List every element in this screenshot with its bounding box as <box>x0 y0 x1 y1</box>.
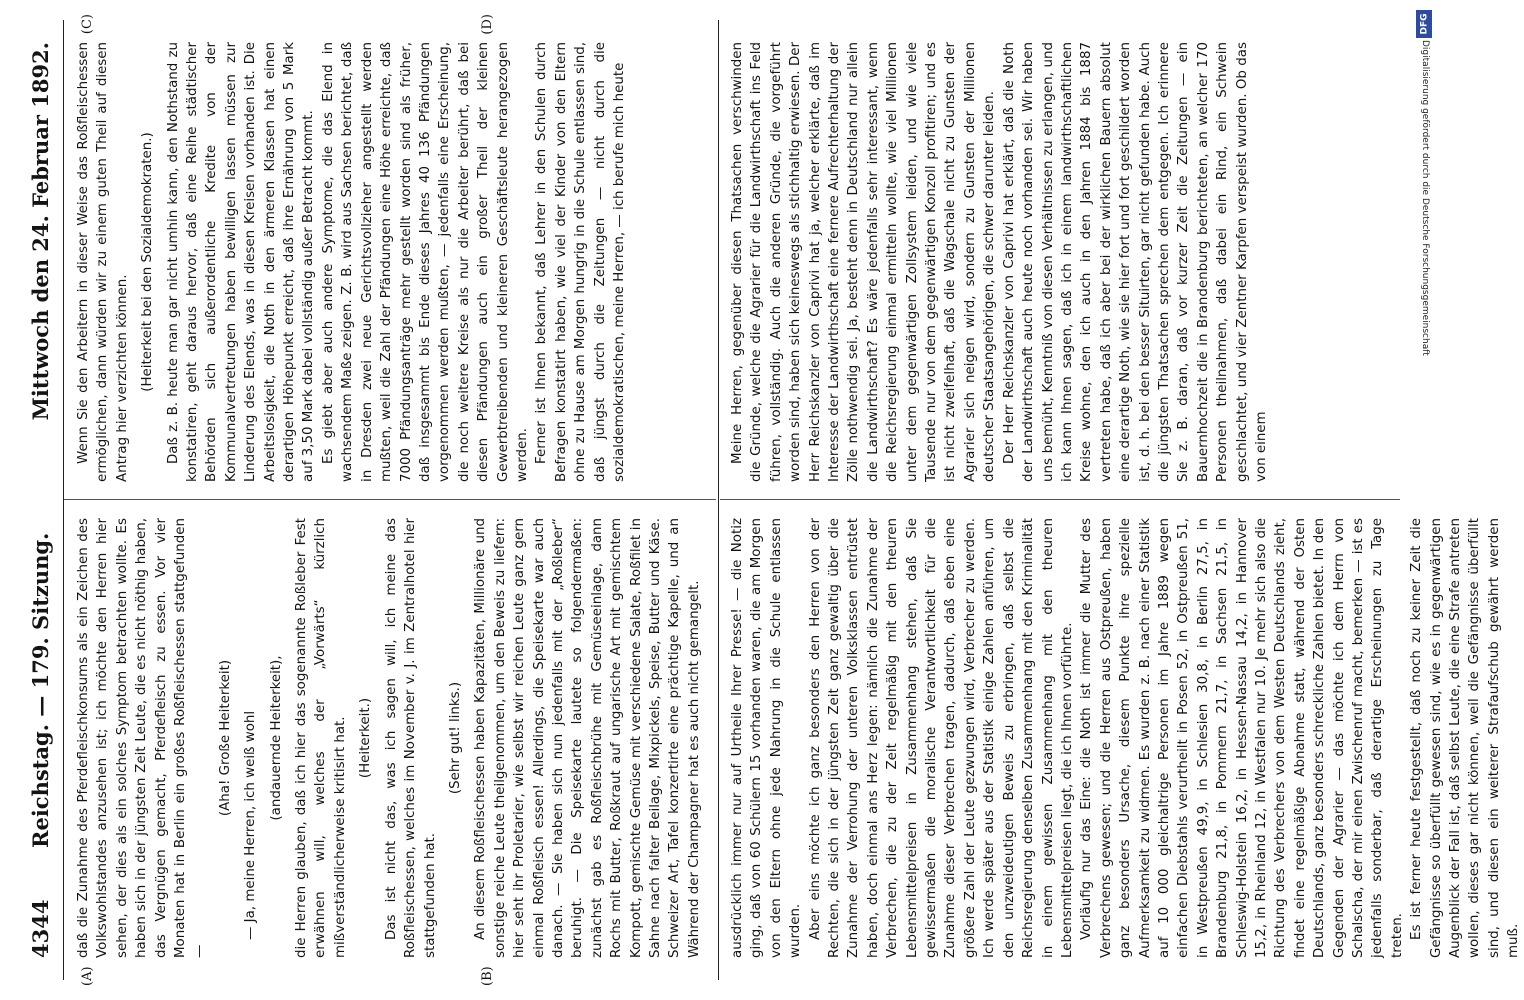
text-column-left-top <box>74 518 714 958</box>
paragraph: An diesem Roßfleischessen haben Kapazitäten, Millionäre und sonstige reiche Leute theilgenommen, um den Beweis zu liefern: hier seht ihr Proletarier, wie selbst wir reichen Leute ganz gern einmal Roßfleisch essen! Allerdings, die Speisekarte war auch danach. — Sie haben sich nun jedenfalls mit der „Roßleber“ beruhigt. — Die Speisekarte lautete so folgendermaßen: zunächst gab es Roßfleischbrühe mit Gemüseeinlage, dann Rochs mit Butter, Roßkraut auf ungarische Art mit gemischtem Kompott, gemischte Gemüse mit verschiedene Salate, Roßfilet in Sahne nach falter Beilage, Mixpickels, Speise, Butter und Käse. Schweizer Art, Tafel konzertirte eine prächtige Kapelle, und an Während der Champagner hat es auch nicht gemangelt. <box>473 518 702 958</box>
paragraph: Es ist ferner heute festgestellt, daß noch zu keiner Zeit die Gefängnisse so überfüllt gewesen sind, wie es in gegenwärtigen Augenblick der Fall ist, daß selbst Leute, die eine Strafe antreten wollen, dieses gar nicht können, weil die Gefängnisse überfüllt sind, und diesen ein weiterer Strafaufschub gewährt werden muß. <box>1409 518 1522 958</box>
header-session: Reichstag. — 179. Sitzung. <box>28 532 53 848</box>
paragraph: ausdrücklich immer nur auf Urtheile Ihrer Presse! — die Notiz ging, daß von 60 Schülern 15 vorhanden waren, die am Morgen von den Eltern ohne jede Nahrung in die Schule entlassen wurden. <box>730 518 804 958</box>
paragraph: Meine Herren, gegenüber diesen Thatsachen verschwinden die Gründe, welche die Agrarier für die Landwirthschaft ins Feld führen, vollständig. Auch die anderen Gründe, die vorgeführt worden sind, haben sich keineswegs als stichhaltig erwiesen. Der Herr Reichskanzler von Caprivi hat ja, welcher erklärte, daß im Interesse der Landwirthschaft eine fernere Aufrechterhaltung der Zölle nothwendig sei. Ja, besteht denn in Deutschland nur allein die Landwirthschaft? Es wäre jedenfalls sehr interessant, wenn die Reichsregierung einmal ermitteln wollte, wie viel Millionen unter dem gegenwärtigen Zollsystem leiden, und wie viele Tausende nur von dem gegenwärtigen Konzoll profitiren; und es ist nicht zweifelhaft, daß die Wagschale nicht zu Gunsten der Agrarier sich neigen wird, sondern zu Gunsten der Millionen deutscher Staatsangehörigen, die schwer darunter leiden. <box>730 42 998 482</box>
stage-direction: (Aha! Große Heiterkeit) <box>217 659 233 817</box>
stage-direction: (Heiterkeit bei den Sozialdemokraten.) <box>140 132 156 392</box>
margin-marker-d: (D) <box>480 14 495 35</box>
paragraph: Ferner ist Ihnen bekannt, daß Lehrer in den Schulen durch Befragen konstatirt haben, wie viel der Kinder von den Eltern ohne zu Hause am Morgen hungrig in die Schule entlassen sind, daß jüngst durch die Zeitungen — nicht durch die sozialdemokratischen, meine Herren, — ich berufe mich heute <box>534 42 627 482</box>
paragraph: die Herren glauben, daß ich hier das sogenannte Roßleber Fest erwähnen will, welches der „Vorwärts“ kürzlich mißverständlicherweise kritisirt hat. <box>294 518 348 958</box>
column-separator <box>64 499 716 500</box>
paragraph: Es giebt aber auch andere Symptome, die das Elend in wachsendem Maße zeigen. Z. B. wird aus Sachsen berichtet, daß in Dresden zwei neue Gerichtsvollzieher angestellt werden mußten, weil die Zahl der Pfändungen eine Höhe erreichte, daß 7000 Pfändungsanträge mehr gestellt worden sind als früher, daß insgesammt bis Ende dieses Jahres 40 136 Pfändungen vorgenommen werden mußten, — jedenfalls eine Erscheinung, die noch weitere Kreise als nur die Arbeiter berührt, daß bei diesen Pfändungen auch ein großer Theil der kleinen Gewerbtreibenden und kleineren Geschäftsleute herangezogen werden. <box>320 42 530 482</box>
stage-direction: (Sehr gut! links.) <box>447 681 463 795</box>
header-date: Mittwoch den 24. Februar 1892. <box>28 42 53 421</box>
digitization-credit <box>1419 40 1431 980</box>
margin-marker-b: (B) <box>480 966 495 986</box>
paragraph: Daß z. B. heute man gar nicht umhin kann, den Nothstand zu konstatiren, geht daraus hervor, daß eine Reihe städtischer Behörden sich außerordentliche Kredite von der Kommunalvertretungen haben bewilligen lassen müssen zur Linderung des Elends, was in diesen Kreisen vorhanden ist. Die Arbeitslosigkeit, die Noth in den ärmeren Klassen hat einen derartigen Höhepunkt erreicht, daß ihre Ernährung von 5 Mark auf 3,50 Mark dabei vollständig außer Betracht kommt. <box>165 42 317 482</box>
page-number: 4344 <box>28 899 53 958</box>
margin-marker-a: (A) <box>80 966 95 986</box>
text-column-left-bottom <box>728 518 1522 958</box>
dfg-logo-text: DFG <box>1419 13 1430 35</box>
text-column-right-top <box>74 42 714 482</box>
dfg-logo <box>1416 10 1432 38</box>
text-column-right-bottom <box>728 42 1396 482</box>
paragraph: Vorläufig nur das Eine: die Noth ist immer die Mutter des Verbrechens gewesen; und die Herren aus Ostpreußen, haben ganz besonders Ursache, diesem Punkte ihre spezielle Aufmerksamkeit zu widmen. Es wurden z. B. nach einer Statistik auf 10 000 gleichaltrige Personen im Jahre 1889 wegen einfachen Diebstahls verurtheilt in Posen 52, in Ostpreußen 51, in Westpreußen 49,9, in Schlesien 30,8, in Berlin 27,5, in Brandenburg 21,8, in Pommern 21,7, in Sachsen 21,5, in Schleswig-Holstein 16,2, in Hessen-Nassau 14,2, in Hannover 15,2, in Rheinland 12, in Westfalen nur 10. Je mehr sich also die Richtung des Verbrechers von dem Westen Deutschlands zieht, findet eine regelmäßige Abnahme statt, während der Osten Deutschlands, ganz besonders schreckliche Zahlen bietet. In den Gegenden der Agrarier — das möchte ich dem Herrn von Schalscha, der mir einen Zwischenruf macht, bemerken — ist es jedenfalls sonderbar, daß derartige Erscheinungen zu Tage treten. <box>1079 518 1405 958</box>
stage-direction: (andauernde Heiterkeit), <box>268 655 284 821</box>
paragraph: Das ist nicht das, was ich sagen will, ich meine das Roßfleischessen, welches im November v. J. im Zentralhotel hier stattgefunden hat. <box>383 518 438 958</box>
page-fold-rule <box>718 20 719 980</box>
digitization-credit-text: Digitalisierung gefördert durch die Deutsche Forschungsgemeinschaft <box>1420 40 1430 356</box>
paragraph: — Ja, meine Herren, ich weiß wohl <box>243 710 259 940</box>
column-separator <box>720 499 1400 500</box>
stage-direction: (Heiterkeit.) <box>358 697 374 779</box>
paragraph: Wenn Sie den Arbeitern in dieser Weise das Roßfleischessen ermöglichen, dann würden wir zu einem guten Theil auf diesen Antrag hier verzichten können. <box>76 42 130 482</box>
paragraph: daß die Zunahme des Pferdefleischkonsums als ein Zeichen des Volkswohlstandes anzusehen ist; ich möchte den Herren hier sehen, der dies als ein solches Symptom betrachten wollte. Es haben sich in der jüngsten Zeit Leute, die es nicht nöthig haben, das Vergnügen gemacht, Pferdefleisch zu essen. Vor vier Monaten hat in Berlin ein großes Roßfleischessen stattgefunden — <box>76 518 208 958</box>
paragraph: Der Herr Reichskanzler von Caprivi hat erklärt, daß die Noth der Landwirthschaft auch heute noch vorhanden sei. Wir haben uns bemüht, Kenntniß von diesen Verhältnissen zu erlangen, und ich kann Ihnen sagen, daß ich in einem landwirthschaftlichen Kreise wohne, den ich auch in den Jahren 1884 bis 1887 vertreten habe, daß ich aber bei der wirklichen Bauern absolut eine derartige Noth, wie sie hier fort und fort geschildert worden ist, d. h. bei den besser Situirten, gar nicht gefunden habe. Auch die jüngsten Thatsachen sprechen dem entgegen. Ich erinnere Sie z. B. daran, daß vor kurzer Zeit die Zeitungen — ein Bauernhochzeit die in Brandenburg berichteten, an welcher 170 Personen theilnahmen, daß dabei ein Rind, ein Schwein geschlachtet, und vier Zentner Karpfen verspeist wurden. Ob das von einem <box>1001 42 1269 482</box>
paragraph: Aber eins möchte ich ganz besonders den Herren von der Rechten, die sich in der jüngsten Zeit ganz gewaltig über die Zunahme der Verrohung der unteren Volksklassen entrüstet haben, doch einmal ans Herz legen: nämlich die Zunahme der Verbrechen, die zu der Zeit regelmäßig mit den theuren Lebensmittelpreisen in Zusammenhang stehen, daß Sie gewissermaßen die moralische Verantwortlichkeit für die Zunahme dieser Verbrechen tragen, dadurch, daß eben eine größere Zahl der Leute gezwungen wird, Verbrecher zu werden. Ich werde später aus der Statistik einige Zahlen anführen, um den unzweideutigen Beweis zu erbringen, daß selbst die Reichsregierung denselben Zusammenhang mit den Kriminalität in einem gewissen Zusammenhang mit den theuren Lebensmittelpreisen liegt, die ich Ihnen vorführte. <box>807 518 1075 958</box>
page-header <box>20 42 60 958</box>
margin-marker-c: (C) <box>80 14 95 35</box>
header-rule <box>63 20 64 980</box>
